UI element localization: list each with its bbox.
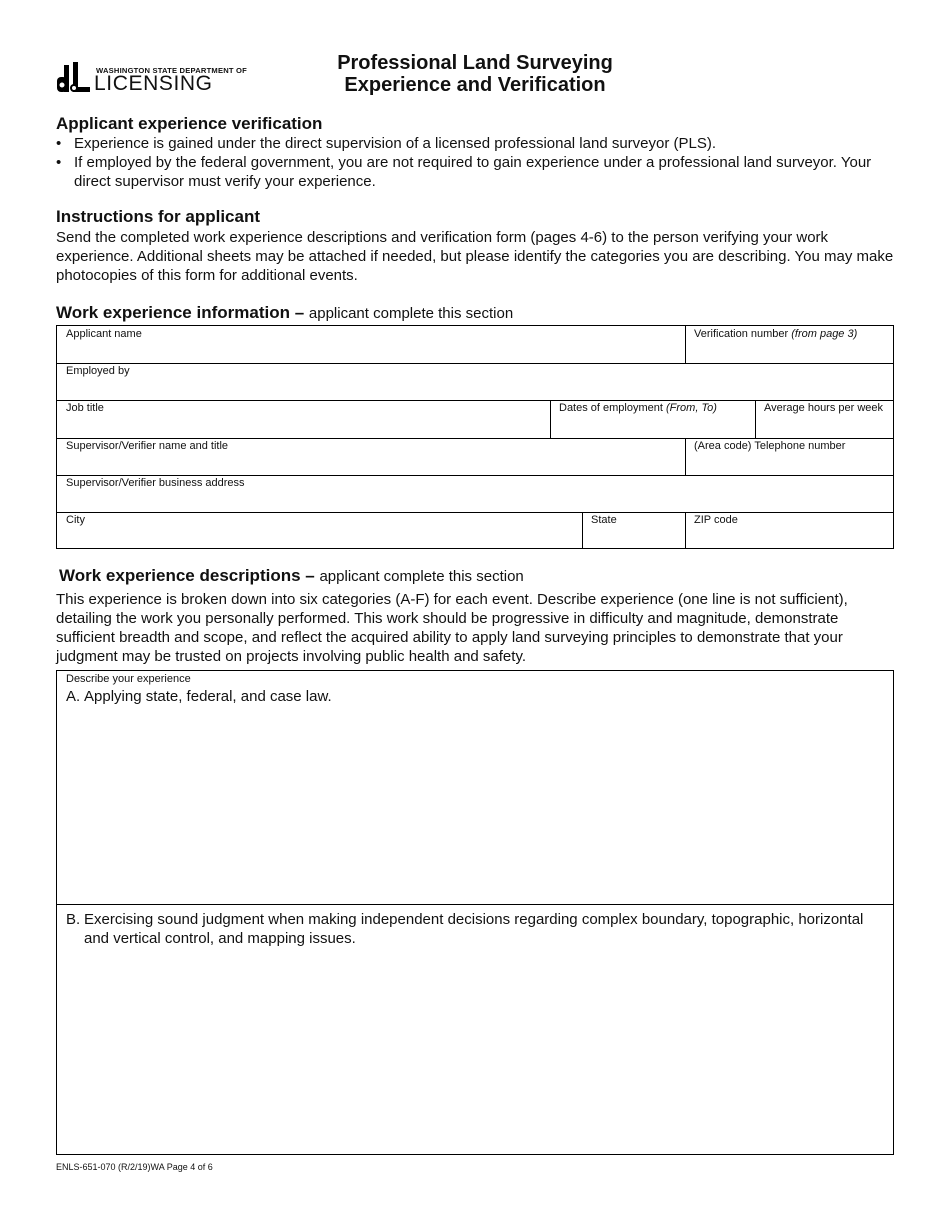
category-text: Exercising sound judgment when making independent decisions regarding complex boundary, topographic, horizontal and vertical control, and mapping issues.	[84, 911, 864, 947]
bullet-item: • Experience is gained under the direct supervision of a licensed professional land surveyor (PLS).	[56, 135, 717, 152]
job-title-field[interactable]: Job title	[66, 402, 104, 414]
zip-field[interactable]: ZIP code	[694, 514, 738, 526]
logo-department: WASHINGTON STATE DEPARTMENT OF	[96, 66, 247, 75]
experience-description-box[interactable]	[56, 670, 894, 1155]
category-letter: A.	[66, 688, 81, 705]
work-info-subtitle: applicant complete this section	[308, 305, 514, 322]
bullet-text: Experience is gained under the direct supervision of a licensed professional land surveyor (PLS).	[74, 135, 717, 152]
state-field[interactable]: State	[591, 514, 617, 526]
work-info-heading	[56, 303, 513, 323]
descriptions-heading	[59, 566, 524, 586]
category-a	[66, 687, 874, 706]
descriptions-text: This experience is broken down into six categories (A-F) for each event. Describe experience (one line is not sufficient), detailing the work you personally performed. This work should be progressive in difficulty and magnitude, demonstrate sufficient breadth and scope, and reflect the acquired ability to apply land surveying principles to demonstrate that your judgment may be trusted on projects involving public health and safety.	[56, 591, 848, 665]
verification-number-field[interactable]: Verification number (from page 3)	[694, 328, 858, 340]
instructions-text: Send the completed work experience descriptions and verification form (pages 4-6) to the person verifying your work experience. Additional sheets may be attached if needed, but please identify the categories you are describing. You may make photocopies of this form for additional events.	[56, 229, 894, 284]
city-field[interactable]: City	[66, 514, 85, 526]
verification-bullets	[56, 134, 901, 191]
dol-logo-icon	[56, 60, 92, 94]
describe-experience-label: Describe your experience	[66, 673, 191, 685]
verification-heading: Applicant experience verification	[56, 114, 323, 133]
title-line-2: Experience and Verification	[344, 74, 606, 96]
supervisor-name-field[interactable]: Supervisor/Verifier name and title	[66, 440, 229, 452]
page-title	[250, 52, 700, 96]
category-letter: B.	[66, 911, 81, 928]
descriptions-subtitle: applicant complete this section	[319, 568, 524, 585]
logo-licensing: LICENSING	[94, 72, 213, 95]
telephone-field[interactable]: (Area code) Telephone number	[694, 440, 846, 452]
bullet-item: • If employed by the federal government, you are not required to gain experience under a professional land surveyor. Your direct supervisor must verify your experience.	[56, 154, 872, 190]
employed-by-field[interactable]: Employed by	[66, 365, 130, 377]
dol-logo	[56, 60, 247, 96]
category-text: Applying state, federal, and case law.	[84, 688, 332, 705]
form-footer: ENLS-651-070 (R/2/19)WA Page 4 of 6	[56, 1162, 213, 1172]
bullet-text: If employed by the federal government, you are not required to gain experience under a professional land surveyor. Your direct supervisor must verify your experience.	[74, 154, 872, 190]
work-info-title: Work experience information –	[56, 303, 305, 322]
instructions-heading: Instructions for applicant	[56, 207, 261, 226]
descriptions-title: Work experience descriptions –	[59, 566, 315, 585]
average-hours-field[interactable]: Average hours per week	[764, 402, 884, 414]
applicant-name-field[interactable]: Applicant name	[66, 328, 142, 340]
work-info-form	[56, 325, 894, 549]
category-b	[66, 910, 874, 948]
title-line-1: Professional Land Surveying	[337, 52, 613, 74]
dates-of-employment-field[interactable]: Dates of employment (From, To)	[559, 402, 717, 414]
supervisor-address-field[interactable]: Supervisor/Verifier business address	[66, 477, 245, 489]
